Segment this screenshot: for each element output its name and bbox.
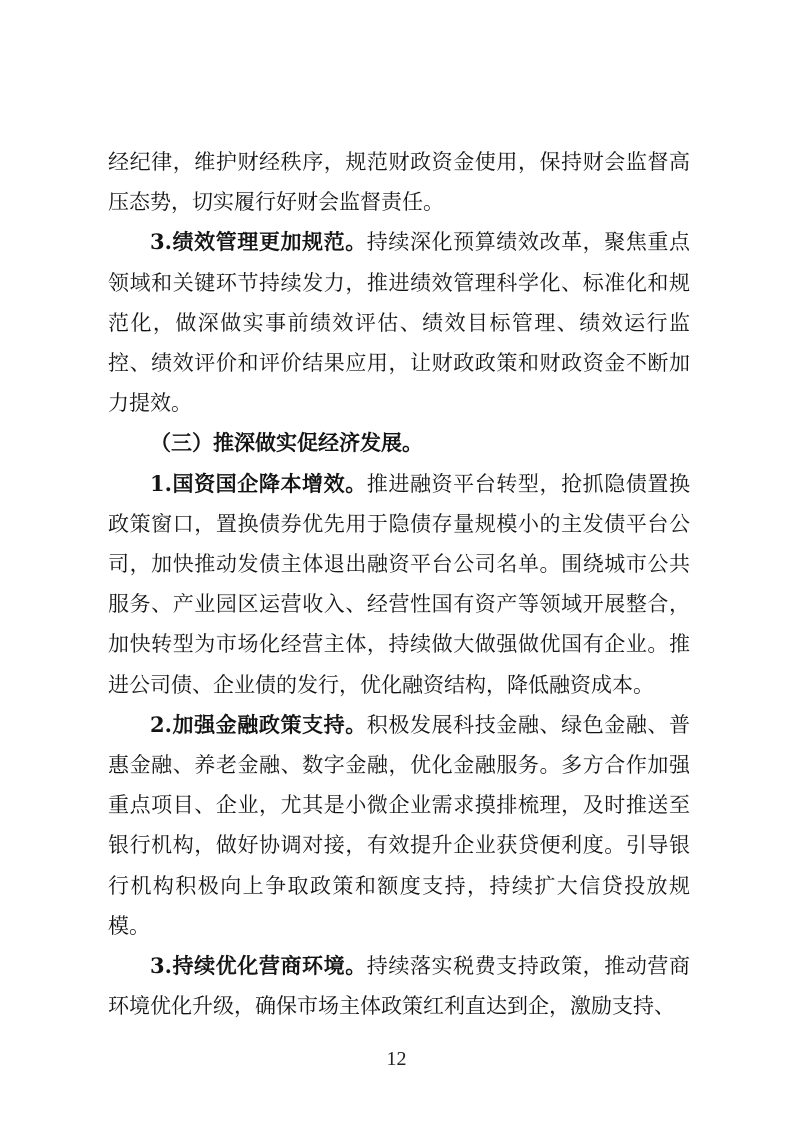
paragraph-text: 持续落实税费支持政策，推动营商环境优化升级，确保市场主体政策红利直达到企，激励支持、 — [108, 954, 690, 1019]
paragraph-performance-management — [108, 222, 690, 423]
paragraph-text: 积极发展科技金融、绿色金融、普惠金融、养老金融、数字金融，优化金融服务。多方合作加强重点项目、企业，尤其是小微企业需求摸排梳理，及时推送至银行机构，做好协调对接，有效提升企业获贷便利度。引导银行机构积极向上争取政策和额度支持，持续扩大信贷投放规模。 — [108, 712, 690, 938]
page-number: 12 — [386, 1048, 407, 1070]
paragraph-financial-policy — [108, 705, 690, 946]
document-body — [108, 142, 690, 1026]
paragraph-lead: 1.国资国企降本增效。 — [150, 470, 367, 496]
paragraph-lead: 3.持续优化营商环境。 — [150, 953, 367, 979]
paragraph-text: 持续深化预算绩效改革，聚焦重点领域和关键环节持续发力，推进绩效管理科学化、标准化和规范化，做深做实事前绩效评估、绩效目标管理、绩效运行监控、绩效评价和评价结果应用，让财政政策和财政资金不断加力提效。 — [108, 230, 690, 416]
paragraph-business-environment — [108, 946, 690, 1026]
paragraph-continuation — [108, 142, 690, 222]
paragraph-text: 推进融资平台转型，抢抓隐债置换政策窗口，置换债券优先用于隐债存量规模小的主发债平台公司，加快推动发债主体退出融资平台公司名单。围绕城市公共服务、产业园区运营收入、经营性国有资产等领域开展整合，加快转型为市场化经营主体，持续做大做强做优国有企业。推进公司债、企业债的发行，优化融资结构，降低融资成本。 — [108, 471, 690, 697]
paragraph-text: 经纪律，维护财经秩序，规范财政资金使用，保持财会监督高压态势，切实履行好财会监督责任。 — [108, 150, 690, 215]
paragraph-state-enterprises — [108, 464, 690, 705]
section-heading: （三）推深做实促经济发展。 — [150, 430, 423, 456]
paragraph-lead: 3.绩效管理更加规范。 — [150, 229, 367, 255]
paragraph-lead: 2.加强金融政策支持。 — [150, 711, 367, 737]
